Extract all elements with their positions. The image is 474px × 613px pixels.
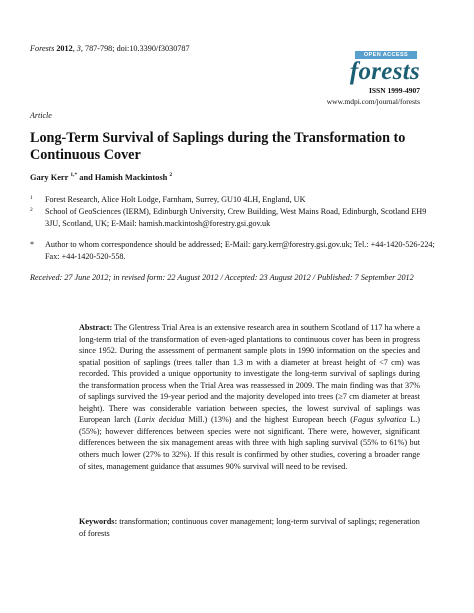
author-list — [30, 172, 172, 182]
keywords — [79, 516, 420, 539]
issn: ISSN 1999-4907 — [368, 86, 420, 95]
correspondence-text: Author to whom correspondence should be addressed; E-Mail: gary.kerr@forestry.gsi.gov.uk; Tel.: +44-1420-526-224; Fax: +44-1420-520-558. — [45, 240, 435, 261]
journal-url[interactable]: www.mdpi.com/journal/forests — [326, 97, 420, 106]
species-name: Larix decidua — [137, 415, 185, 425]
abstract-text: Mill.) (13%) and the highest European beech ( — [184, 415, 353, 425]
open-access-badge: OPEN ACCESS — [355, 51, 417, 59]
publication-dates: Received: 27 June 2012; in revised form: 22 August 2012 / Accepted: 23 August 2012 / Published: 7 September 2012 — [30, 273, 414, 282]
keywords-text: transformation; continuous cover management; long-term survival of saplings; regeneration of forests — [79, 517, 420, 538]
journal-citation: Forests 2012, 3, 787-798; doi:10.3390/f3030787 — [30, 44, 190, 53]
affiliation-number: 2 — [30, 207, 33, 213]
abstract-text: The Glentress Trial Area is an extensive research area in southern Scotland of 117 ha where a long-term trial of the transformation of even-aged plantations to continuous cover has been in progress since 1952. During the assessment of permanent sample plots in 1990 information on the species and spatial position of saplings (trees taller than 1.3 m with a diameter at breast height of <7 cm) was recorded. This provided a unique opportunity to investigate the long-term survival of saplings during the transformation process when the Trial Area was reassessed in 2009. The main finding was that 37% of saplings survived the 19-year period and the majority developed into trees (≥7 cm diameter at breast height). There was considerable variation between species, the lowest survival of saplings was European larch ( — [79, 323, 420, 425]
citation-rest: , 787-798; doi:10.3390/f3030787 — [80, 44, 190, 53]
abstract — [79, 322, 420, 472]
species-name: Fagus sylvatica — [353, 415, 407, 425]
journal-year: 2012 — [56, 44, 73, 53]
affiliation-text: Forest Research, Alice Holt Lodge, Farnham, Surrey, GU10 4LH, England, UK — [45, 195, 306, 204]
affiliation-text: School of GeoSciences (IERM), Edinburgh University, Crew Building, West Mains Road, Edinburgh, Scotland EH9 3JU, Scotland, UK; E-Mail: hamish.mackintosh@forestry.gsi.gov.uk — [45, 207, 427, 228]
article-type: Article — [30, 111, 52, 120]
author-joiner: and — [77, 172, 95, 182]
journal-volume: 3 — [76, 44, 81, 53]
author-affiliation-marker: 1,* — [70, 172, 78, 178]
author-affiliation-marker: 2 — [169, 172, 173, 178]
abstract-text: L.) (55%); however differences between species were not significant. There were, however, significant differences between the six management areas with three with high sapling survival (55% to 61%) but others much lower (27% to 32%). If this result is confirmed by other studies, covering a broader range of sites, management guidance that assumes 90% survival will need to be revised. — [79, 415, 420, 471]
article-title: Long-Term Survival of Saplings during the Transformation to Continuous Cover — [30, 130, 406, 163]
journal-name: Forests — [30, 44, 55, 53]
journal-logo: forests — [349, 58, 420, 85]
keywords-label: Keywords: — [79, 517, 118, 526]
correspondence-marker: * — [30, 240, 35, 249]
author-name: Gary Kerr — [30, 172, 69, 182]
correspondence-note — [30, 239, 435, 261]
author-name: Hamish Mackintosh — [94, 172, 168, 182]
abstract-label: Abstract: — [79, 323, 113, 332]
affiliation-number: 1 — [30, 195, 33, 201]
